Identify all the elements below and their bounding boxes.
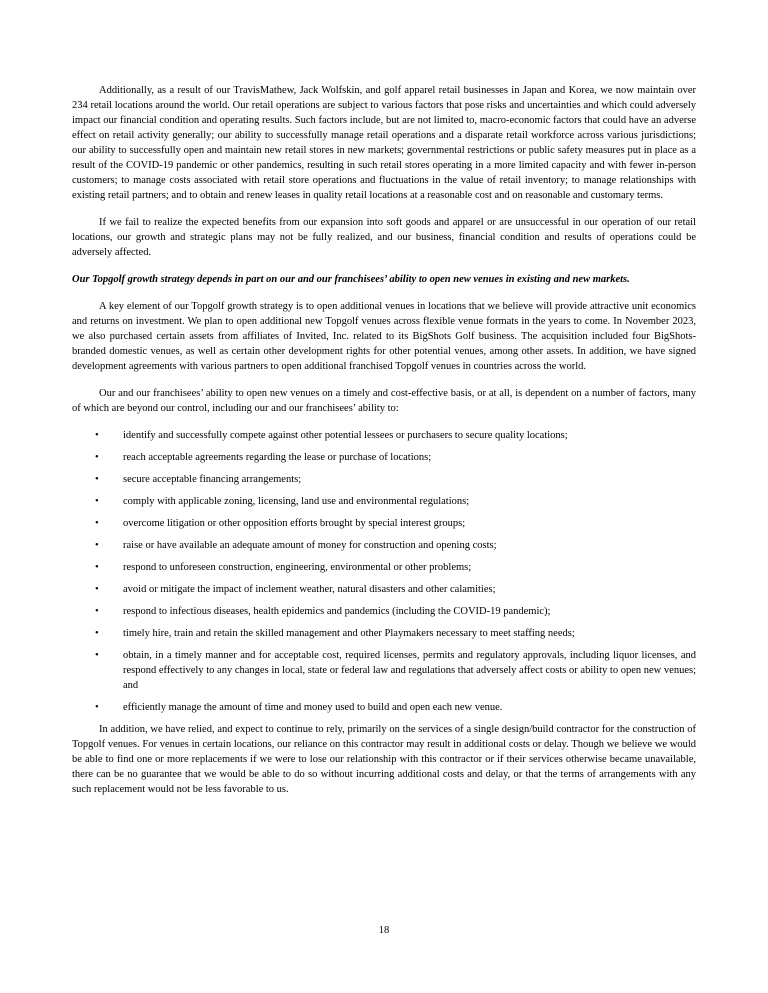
bullet-text: overcome litigation or other opposition efforts brought by special interest groups;: [123, 518, 466, 529]
list-item: [72, 538, 696, 553]
bullet-text: avoid or mitigate the impact of inclement weather, natural disasters and other calamities;: [123, 584, 496, 595]
bullet-icon: •: [95, 496, 99, 507]
bullet-text: identify and successfully compete against other potential lessees or purchasers to secure quality locations;: [123, 430, 568, 441]
bullet-text: comply with applicable zoning, licensing, land use and environmental regulations;: [123, 496, 470, 507]
list-item: [72, 700, 696, 715]
bullet-text: timely hire, train and retain the skilled management and other Playmakers necessary to meet staffing needs;: [123, 628, 575, 639]
paragraph-franchisees-ability: Our and our franchisees’ ability to open new venues on a timely and cost-effective basis, or at all, is dependent on a number of factors, many of which are beyond our control, including our and our franchisees’ ability to:: [72, 388, 696, 414]
bullet-text: secure acceptable financing arrangements;: [123, 474, 302, 485]
list-item: [72, 516, 696, 531]
list-item: [72, 604, 696, 619]
risk-bullet-list: [72, 428, 696, 715]
paragraph-retail-risks: Additionally, as a result of our TravisMathew, Jack Wolfskin, and golf apparel retail businesses in Japan and Korea, we now maintain over 234 retail locations around the world. Our retail operations are subject to various factors that pose risks and uncertainties and which could adversely impact our financial condition and operating results. Such factors include, but are not limited to, macro-economic factors that could have an adverse effect on retail activity generally; our ability to successfully manage retail operations and a disparate retail workforce across various jurisdictions; our ability to successfully open and maintain new retail stores in new markets; governmental restrictions or public safety measures put in place as a result of the COVID-19 pandemic or other pandemics, resulting in such retail stores operating in a more limited capacity and with fewer in-person customers; to manage costs associated with retail store operations and fluctuations in the value of retail inventory; to manage relationships with existing retail partners; and to obtain and renew leases in quality retail locations at a reasonable cost and on reasonable and customary terms.: [72, 85, 696, 201]
bullet-icon: •: [95, 562, 99, 573]
paragraph-expansion-failure: If we fail to realize the expected benefits from our expansion into soft goods and apparel or are unsuccessful in our operation of our retail locations, our growth and strategic plans may not be fully realized, and our business, financial condition and results of operations could be adversely affected.: [72, 217, 696, 258]
list-item: [72, 582, 696, 597]
bullet-icon: •: [95, 430, 99, 441]
bullet-icon: •: [95, 540, 99, 551]
bullet-icon: •: [95, 606, 99, 617]
bullet-icon: •: [95, 474, 99, 485]
risk-factor-heading: Our Topgolf growth strategy depends in part on our and our franchisees’ ability to open new venues in existing and new markets.: [72, 274, 630, 285]
list-item: [72, 450, 696, 465]
bullet-icon: •: [95, 584, 99, 595]
bullet-icon: •: [95, 702, 99, 713]
bullet-icon: •: [95, 628, 99, 639]
list-item: [72, 626, 696, 641]
bullet-text: respond to unforeseen construction, engineering, environmental or other problems;: [123, 562, 472, 573]
bullet-text: efficiently manage the amount of time and money used to build and open each new venue.: [123, 702, 503, 713]
bullet-text: reach acceptable agreements regarding the lease or purchase of locations;: [123, 452, 432, 463]
list-item: [72, 472, 696, 487]
bullet-icon: •: [95, 518, 99, 529]
bullet-icon: •: [95, 650, 99, 661]
list-item: [72, 494, 696, 509]
document-body: [72, 83, 696, 809]
bullet-text: raise or have available an adequate amount of money for construction and opening costs;: [123, 540, 497, 551]
bullet-text: respond to infectious diseases, health epidemics and pandemics (including the COVID-19 pandemic);: [123, 606, 551, 617]
paragraph-contractor-reliance: In addition, we have relied, and expect to continue to rely, primarily on the services of a single design/build contractor for the construction of Topgolf venues. For venues in certain locations, our reliance on this contractor may result in additional costs or delay. Though we believe we would be able to find one or more replacements if we were to lose our relationship with this contractor or if their services otherwise became unavailable, there can be no guarantee that we would be able to do so without incurring additional costs and delay, or that the terms of arrangements with any such replacement would not be less favorable to us.: [72, 724, 696, 795]
bullet-icon: •: [95, 452, 99, 463]
list-item: [72, 560, 696, 575]
list-item: [72, 428, 696, 443]
bullet-text: obtain, in a timely manner and for acceptable cost, required licenses, permits and regulatory approvals, including liquor licenses, and respond effectively to any changes in local, state or federal law and regulations that adversely affect costs or ability to open new venues; and: [123, 650, 696, 691]
list-item: [72, 648, 696, 693]
paragraph-growth-strategy: A key element of our Topgolf growth strategy is to open additional venues in locations that we believe will provide attractive unit economics and returns on investment. We plan to open additional new Topgolf venues across flexible venue formats in the years to come. In November 2023, we also purchased certain assets from affiliates of Invited, Inc. related to its BigShots Golf business. The acquisition included four BigShots-branded domestic venues, as well as certain other development rights for other potential venues, among other assets. In addition, we have signed development agreements with various partners to open additional franchised Topgolf venues in countries across the world.: [72, 301, 696, 372]
page-number: 18: [378, 925, 390, 936]
